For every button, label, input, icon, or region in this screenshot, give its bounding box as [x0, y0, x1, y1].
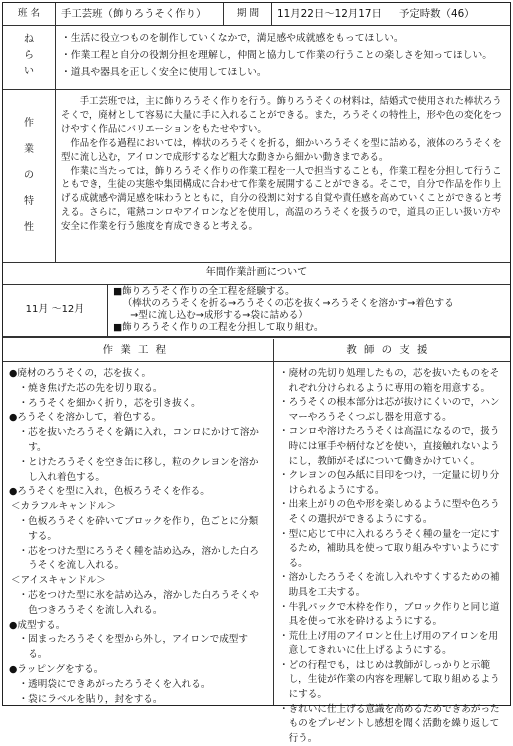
- process-heading-text: 作業工程: [102, 343, 174, 356]
- process-substep: ・焼き焦げた芯の先を切り取る。: [18, 382, 163, 394]
- divider: [3, 25, 510, 26]
- aims-list: [61, 30, 507, 81]
- process-subheading: ＜アイスキャンドル＞: [10, 575, 106, 587]
- features-paragraph: 作業に当たっては，飾りろうそく作りの作業工程を一人で担当することも，作業工程を分担して行うこともでき，生徒の実態や集団構成に合わせて作業を展開することができる。そこで，自分で作品を作り上げる成就感や満足感を味わうとともに，自分の役割に対する自覚や責任感を高めていくことができると考える。さらに，電熱コンロやアイロンなどを使用し，高温のろうそくを扱うので，道具の正しい扱い方や安全に作業を行う態度を育成できると考える。: [61, 165, 502, 233]
- process-substep: ・芯をつけた型に氷を詰め込み，溶かした白ろうそくや色つきろうそくを流し入れる。: [18, 589, 260, 616]
- period-label: [225, 3, 271, 25]
- aims-item: ・道具や器具を正しく安全に使用してほしい。: [61, 67, 267, 78]
- divider: [55, 25, 56, 89]
- planned-hours: 予定時数（46）: [399, 8, 475, 20]
- process-step: ●ろうそくを溶かして，着色する。: [9, 412, 162, 424]
- divider: [55, 3, 56, 25]
- annual-plan-content: [113, 286, 507, 334]
- features-label-char: 業: [24, 144, 34, 155]
- process-substep: ・とけたろうそくを空き缶に移し，粒のクレヨンを溶かし入れ着色する。: [18, 456, 259, 483]
- support-item: ・牛乳パックで木枠を作り，ブロック作りと同じ道具を使って氷を砕けるようにする。: [279, 601, 500, 628]
- divider: [107, 284, 108, 336]
- period-value: 11月22日～12月17日: [277, 8, 382, 20]
- process-list: [9, 367, 267, 707]
- period-label-text: 期 間: [236, 7, 260, 19]
- divider: [223, 3, 224, 25]
- process-subheading: ＜カラフルキャンドル＞: [10, 501, 117, 513]
- divider: [271, 3, 272, 25]
- support-item: ・型に応じて中に入れるろうそく種の量を一定にするため，補助具を使って取り組みやすいようにする。: [279, 528, 500, 569]
- annual-plan-period-text: 11月 ～12月: [25, 303, 85, 315]
- support-item: ・廃材の先切り処理したもの，芯を抜いたものをそれぞれ分けられるように専用の箱を用意する。: [279, 368, 500, 394]
- features-label-char: の: [24, 170, 34, 181]
- aims-item: ・生活に役立つものを制作していくなかで，満足感や成就感をもってほしい。: [61, 33, 404, 44]
- divider: [3, 361, 510, 362]
- annual-plan-period: [3, 284, 107, 336]
- support-item: ・ろうそくの根本部分は芯が抜けにくいので，ハンマーやろうそくつぶし器を用意する。: [279, 397, 500, 423]
- class-label-text: 班 名: [17, 7, 41, 19]
- annual-plan-line: →型に流し込む→成形する→袋に詰める）: [130, 310, 308, 321]
- support-heading: [273, 339, 508, 361]
- divider: [3, 89, 510, 90]
- process-substep: ・色板ろうそくを砕いてブロックを作り，色ごとに分類する。: [18, 515, 259, 542]
- support-heading-text: 教師の支援: [346, 343, 435, 356]
- process-heading: [3, 339, 273, 361]
- support-list: [279, 367, 503, 746]
- divider: [55, 89, 56, 262]
- support-item: ・どの行程でも，はじめは教師がしっかりと示範し，生徒が作業の内容を理解して取り組めるようにする。: [279, 659, 500, 701]
- process-substep: ・透明袋にできあがったろうそくを入れる。: [18, 678, 211, 690]
- class-label: [3, 3, 55, 25]
- annual-plan-title: 年間作業計画について: [205, 266, 308, 278]
- annual-plan-line: ■飾りろうそく作りの工程を分担して取り組む。: [113, 322, 324, 333]
- aims-label: [3, 33, 55, 80]
- process-step: ●廃材のろうそくの，芯を抜く。: [9, 368, 152, 379]
- aims-label-char: ね: [24, 34, 34, 45]
- process-substep: ・ろうそくを細かく折り，芯を引き抜く。: [18, 397, 201, 409]
- support-item: ・きれいに仕上げる意識を高めるためできあがったものをプレゼントし感想を聞く活動を繰り返して行う。: [279, 703, 500, 744]
- process-substep: ・芯を抜いたろうそくを鍋に入れ，コンロにかけて溶かす。: [18, 427, 260, 453]
- aims-item: ・作業工程と自分の役割分担を理解し，仲間と協力して作業の行うことの楽しさを知ってほしい。: [61, 50, 493, 61]
- process-step: ●ろうそくを型に入れ，色板ろうそくを作る。: [9, 486, 210, 498]
- features-label-char: 特: [24, 196, 34, 207]
- process-step: ●成型する。: [9, 619, 66, 631]
- aims-label-char: い: [24, 66, 34, 78]
- support-item: ・コンロや溶けたろうそくは高温になるので，扱う時には軍手や柄付などを使い，直接触れないようにし，教師がそばについて働きかけていく。: [279, 426, 500, 467]
- features-label: [3, 111, 55, 241]
- features-text: [61, 95, 505, 234]
- features-label-char: 性: [24, 222, 34, 233]
- annual-plan-line: （棒状のろうそくを折る→ろうそくの芯を抜く→ろうそくを溶かす→着色する: [122, 298, 454, 309]
- process-substep: ・袋にラベルを貼り，封をする。: [18, 693, 163, 705]
- annual-plan-line: ■飾りろうそく作りの全工程を経験する。: [113, 286, 295, 297]
- column-divider: [273, 339, 274, 705]
- divider: [3, 336, 510, 338]
- process-substep: ・芯をつけた型にろうそく種を詰め込み，溶かした白ろうそくを流し入れる。: [18, 545, 260, 572]
- aims-label-char: ら: [24, 50, 34, 62]
- features-paragraph: 作品を作る過程においては，棒状のろうそくを折る，細かいろうそくを型に詰める，液体のろうそくを型に流し込む，アイロンで成形するなど粗大な動きから細かい動きまである。: [61, 137, 502, 163]
- features-paragraph: 手工芸班では，主に飾りろうそく作りを行う。飾りろうそくの材料は，結婚式で使用された棒状ろうそくで，廃材として容易に大量に手に入れることができる。また，ろうそくの特性上，形や色の変化をつけやすく作品にバリエーションをもたせやすい。: [61, 96, 502, 135]
- support-item: ・出来上がりの色や形を楽しめるように型や色ろうそくの選択ができるようにする。: [279, 499, 500, 525]
- class-name: 手工芸班（飾りろうそく作り）: [61, 8, 207, 20]
- process-substep: ・固まったろうそくを型から外し，アイロンで成型する。: [18, 634, 248, 661]
- support-item: ・荒仕上げ用のアイロンと仕上げ用のアイロンを用意してきれいに仕上げるようにする。: [279, 630, 498, 657]
- support-item: ・溶かしたろうそくを流し入れやすくするための補助具を工夫する。: [279, 572, 500, 598]
- support-item: ・クレヨンの包み紙に目印をつけ，一定量に切り分けられるようにする。: [279, 470, 500, 496]
- lesson-plan-sheet: [2, 2, 511, 744]
- process-step: ●ラッピングをする。: [9, 663, 104, 675]
- features-label-char: 作: [24, 118, 34, 129]
